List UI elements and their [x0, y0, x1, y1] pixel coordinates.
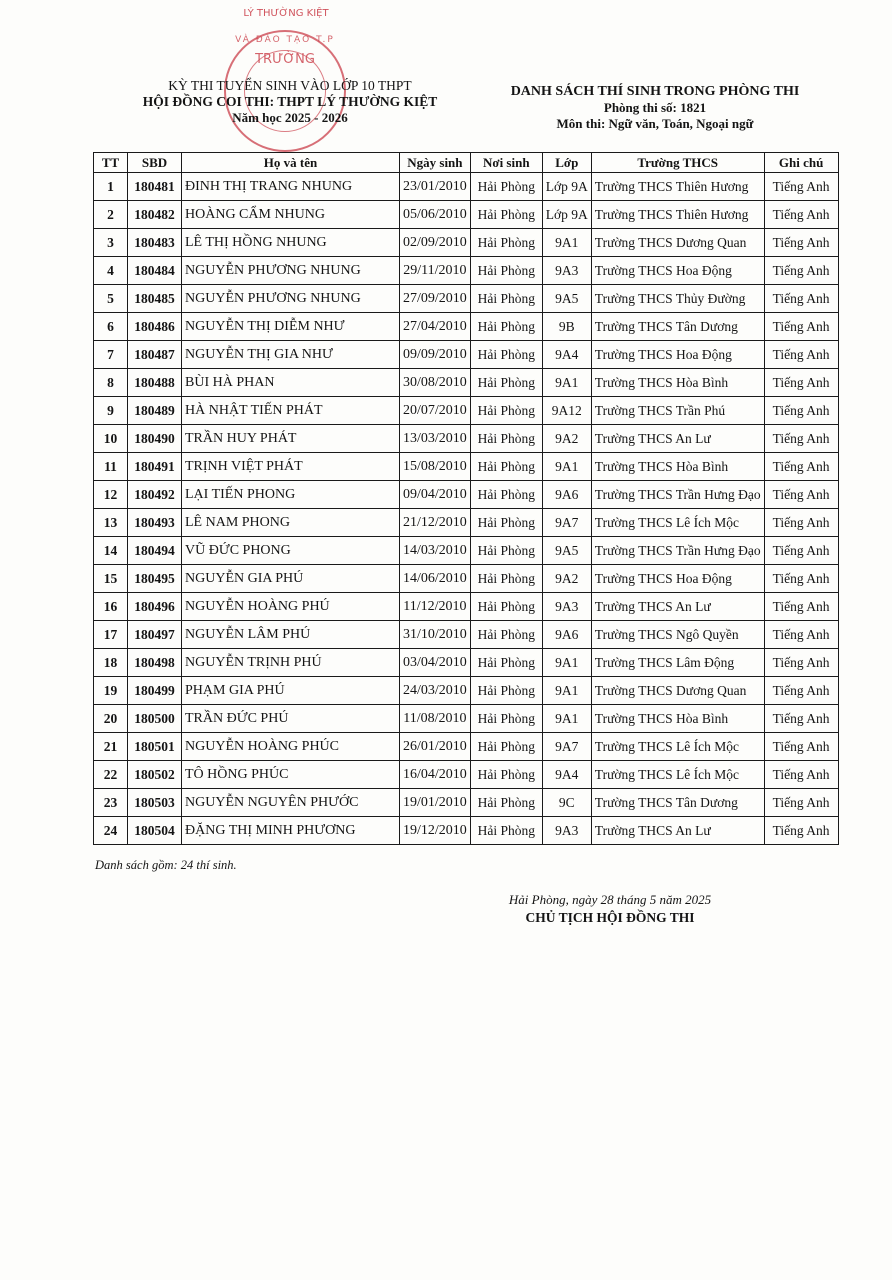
candidate-id-cell: 180499: [128, 677, 182, 705]
candidate-id-cell: 180496: [128, 593, 182, 621]
note-cell: Tiếng Anh: [764, 593, 838, 621]
candidate-name-cell: NGUYỄN PHƯƠNG NHUNG: [182, 257, 400, 285]
date-of-birth-cell: 11/08/2010: [400, 705, 471, 733]
middle-school-cell: Trường THCS Lê Ích Mộc: [591, 509, 764, 537]
table-row: [94, 761, 839, 789]
note-cell: Tiếng Anh: [764, 257, 838, 285]
date-of-birth-cell: 31/10/2010: [400, 621, 471, 649]
note-cell: Tiếng Anh: [764, 285, 838, 313]
note-cell: Tiếng Anh: [764, 481, 838, 509]
middle-school-cell: Trường THCS Thiên Hương: [591, 173, 764, 201]
row-number-cell: 13: [94, 509, 128, 537]
candidate-name-cell: TÔ HỒNG PHÚC: [182, 761, 400, 789]
candidate-id-cell: 180488: [128, 369, 182, 397]
date-of-birth-cell: 16/04/2010: [400, 761, 471, 789]
candidate-id-cell: 180491: [128, 453, 182, 481]
middle-school-cell: Trường THCS An Lư: [591, 817, 764, 845]
class-cell: 9A6: [542, 621, 591, 649]
col-header-class: Lớp: [542, 153, 591, 173]
table-row: [94, 537, 839, 565]
candidate-id-cell: 180481: [128, 173, 182, 201]
row-number-cell: 16: [94, 593, 128, 621]
seal-center-text: TRƯỜNG: [255, 52, 315, 67]
birthplace-cell: Hải Phòng: [470, 453, 542, 481]
table-row: [94, 565, 839, 593]
date-of-birth-cell: 14/06/2010: [400, 565, 471, 593]
council-name: HỘI ĐỒNG COI THI: THPT LÝ THƯỜNG KIỆT: [142, 94, 438, 109]
middle-school-cell: Trường THCS Thủy Đường: [591, 285, 764, 313]
table-row: [94, 481, 839, 509]
middle-school-cell: Trường THCS An Lư: [591, 593, 764, 621]
col-header-tt: TT: [94, 153, 128, 173]
birthplace-cell: Hải Phòng: [470, 565, 542, 593]
middle-school-cell: Trường THCS Hoa Động: [591, 565, 764, 593]
date-of-birth-cell: 11/12/2010: [400, 593, 471, 621]
middle-school-cell: Trường THCS Tân Dương: [591, 313, 764, 341]
table-row: [94, 733, 839, 761]
middle-school-cell: Trường THCS Trần Hưng Đạo: [591, 537, 764, 565]
exam-subjects: Môn thi: Ngữ văn, Toán, Ngoại ngữ: [556, 116, 754, 131]
row-number-cell: 12: [94, 481, 128, 509]
row-number-cell: 3: [94, 229, 128, 257]
candidate-id-cell: 180483: [128, 229, 182, 257]
row-number-cell: 22: [94, 761, 128, 789]
candidate-name-cell: NGUYỄN NGUYÊN PHƯỚC: [182, 789, 400, 817]
note-cell: Tiếng Anh: [764, 453, 838, 481]
middle-school-cell: Trường THCS Lâm Động: [591, 649, 764, 677]
class-cell: 9A1: [542, 369, 591, 397]
class-cell: 9A1: [542, 649, 591, 677]
row-number-cell: 6: [94, 313, 128, 341]
row-number-cell: 20: [94, 705, 128, 733]
date-of-birth-cell: 21/12/2010: [400, 509, 471, 537]
note-cell: Tiếng Anh: [764, 565, 838, 593]
class-cell: 9A3: [542, 257, 591, 285]
class-cell: 9A1: [542, 453, 591, 481]
note-cell: Tiếng Anh: [764, 341, 838, 369]
note-cell: Tiếng Anh: [764, 705, 838, 733]
date-of-birth-cell: 15/08/2010: [400, 453, 471, 481]
date-of-birth-cell: 03/04/2010: [400, 649, 471, 677]
middle-school-cell: Trường THCS Dương Quan: [591, 229, 764, 257]
candidate-name-cell: NGUYỄN TRỊNH PHÚ: [182, 649, 400, 677]
row-number-cell: 19: [94, 677, 128, 705]
birthplace-cell: Hải Phòng: [470, 789, 542, 817]
table-row: [94, 453, 839, 481]
candidate-id-cell: 180482: [128, 201, 182, 229]
candidate-name-cell: NGUYỄN GIA PHÚ: [182, 565, 400, 593]
candidate-name-cell: LÊ NAM PHONG: [182, 509, 400, 537]
row-number-cell: 11: [94, 453, 128, 481]
class-cell: 9A7: [542, 733, 591, 761]
middle-school-cell: Trường THCS Dương Quan: [591, 677, 764, 705]
date-of-birth-cell: 19/12/2010: [400, 817, 471, 845]
birthplace-cell: Hải Phòng: [470, 593, 542, 621]
birthplace-cell: Hải Phòng: [470, 425, 542, 453]
middle-school-cell: Trường THCS Hoa Động: [591, 341, 764, 369]
place-and-date: Hải Phòng, ngày 28 tháng 5 năm 2025: [508, 892, 712, 907]
candidate-id-cell: 180490: [128, 425, 182, 453]
candidate-id-cell: 180503: [128, 789, 182, 817]
birthplace-cell: Hải Phòng: [470, 481, 542, 509]
birthplace-cell: Hải Phòng: [470, 173, 542, 201]
birthplace-cell: Hải Phòng: [470, 705, 542, 733]
class-cell: 9A3: [542, 593, 591, 621]
birthplace-cell: Hải Phòng: [470, 537, 542, 565]
candidate-name-cell: BÙI HÀ PHAN: [182, 369, 400, 397]
row-number-cell: 24: [94, 817, 128, 845]
class-cell: 9A1: [542, 229, 591, 257]
candidate-name-cell: NGUYỄN HOÀNG PHÚC: [182, 733, 400, 761]
row-number-cell: 8: [94, 369, 128, 397]
note-cell: Tiếng Anh: [764, 201, 838, 229]
candidate-name-cell: LÊ THỊ HỒNG NHUNG: [182, 229, 400, 257]
table-row: [94, 341, 839, 369]
note-cell: Tiếng Anh: [764, 649, 838, 677]
row-number-cell: 4: [94, 257, 128, 285]
candidate-id-cell: 180486: [128, 313, 182, 341]
candidate-name-cell: NGUYỄN HOÀNG PHÚ: [182, 593, 400, 621]
note-cell: Tiếng Anh: [764, 229, 838, 257]
candidate-id-cell: 180500: [128, 705, 182, 733]
note-cell: Tiếng Anh: [764, 817, 838, 845]
col-header-sbd: SBD: [128, 153, 182, 173]
birthplace-cell: Hải Phòng: [470, 257, 542, 285]
candidate-id-cell: 180484: [128, 257, 182, 285]
signer-title: CHỦ TỊCH HỘI ĐỒNG THI: [525, 910, 695, 925]
row-number-cell: 18: [94, 649, 128, 677]
class-cell: 9A6: [542, 481, 591, 509]
date-of-birth-cell: 27/09/2010: [400, 285, 471, 313]
birthplace-cell: Hải Phòng: [470, 817, 542, 845]
row-number-cell: 7: [94, 341, 128, 369]
birthplace-cell: Hải Phòng: [470, 341, 542, 369]
birthplace-cell: Hải Phòng: [470, 677, 542, 705]
col-header-name: Họ và tên: [182, 153, 400, 173]
class-cell: 9A2: [542, 565, 591, 593]
date-of-birth-cell: 19/01/2010: [400, 789, 471, 817]
col-header-birthplace: Nơi sinh: [470, 153, 542, 173]
note-cell: Tiếng Anh: [764, 537, 838, 565]
candidate-name-cell: PHẠM GIA PHÚ: [182, 677, 400, 705]
birthplace-cell: Hải Phòng: [470, 733, 542, 761]
note-cell: Tiếng Anh: [764, 677, 838, 705]
candidate-id-cell: 180502: [128, 761, 182, 789]
seal-ring-text: VÀ ĐÀO TẠO T.P: [235, 35, 335, 45]
table-row: [94, 649, 839, 677]
date-of-birth-cell: 13/03/2010: [400, 425, 471, 453]
table-row: [94, 705, 839, 733]
candidate-id-cell: 180498: [128, 649, 182, 677]
seal-sub-text: LÝ THƯỜNG KIỆT: [243, 8, 329, 19]
birthplace-cell: Hải Phòng: [470, 229, 542, 257]
candidate-name-cell: NGUYỄN THỊ GIA NHƯ: [182, 341, 400, 369]
table-body: [94, 173, 839, 845]
candidate-name-cell: HOÀNG CẨM NHUNG: [182, 201, 400, 229]
birthplace-cell: Hải Phòng: [470, 285, 542, 313]
note-cell: Tiếng Anh: [764, 621, 838, 649]
middle-school-cell: Trường THCS Lê Ích Mộc: [591, 761, 764, 789]
middle-school-cell: Trường THCS Thiên Hương: [591, 201, 764, 229]
col-header-note: Ghi chú: [764, 153, 838, 173]
birthplace-cell: Hải Phòng: [470, 313, 542, 341]
table-row: [94, 201, 839, 229]
table-row: [94, 257, 839, 285]
class-cell: 9A1: [542, 705, 591, 733]
date-of-birth-cell: 30/08/2010: [400, 369, 471, 397]
candidate-id-cell: 180501: [128, 733, 182, 761]
date-of-birth-cell: 24/03/2010: [400, 677, 471, 705]
col-header-school: Trường THCS: [591, 153, 764, 173]
middle-school-cell: Trường THCS Lê Ích Mộc: [591, 733, 764, 761]
table-row: [94, 313, 839, 341]
class-cell: 9A5: [542, 285, 591, 313]
middle-school-cell: Trường THCS Hoa Động: [591, 257, 764, 285]
col-header-dob: Ngày sinh: [400, 153, 471, 173]
middle-school-cell: Trường THCS Trần Hưng Đạo: [591, 481, 764, 509]
birthplace-cell: Hải Phòng: [470, 761, 542, 789]
row-number-cell: 23: [94, 789, 128, 817]
birthplace-cell: Hải Phòng: [470, 201, 542, 229]
birthplace-cell: Hải Phòng: [470, 621, 542, 649]
table-row: [94, 789, 839, 817]
note-cell: Tiếng Anh: [764, 369, 838, 397]
exam-room: Phòng thi số: 1821: [603, 100, 707, 115]
row-number-cell: 2: [94, 201, 128, 229]
birthplace-cell: Hải Phòng: [470, 649, 542, 677]
candidate-name-cell: NGUYỄN PHƯƠNG NHUNG: [182, 285, 400, 313]
note-cell: Tiếng Anh: [764, 509, 838, 537]
candidate-name-cell: TRẦN HUY PHÁT: [182, 425, 400, 453]
candidate-id-cell: 180504: [128, 817, 182, 845]
table-row: [94, 425, 839, 453]
middle-school-cell: Trường THCS Ngô Quyền: [591, 621, 764, 649]
row-number-cell: 1: [94, 173, 128, 201]
class-cell: 9A7: [542, 509, 591, 537]
row-number-cell: 17: [94, 621, 128, 649]
date-of-birth-cell: 29/11/2010: [400, 257, 471, 285]
note-cell: Tiếng Anh: [764, 789, 838, 817]
exam-council-header: [120, 78, 460, 126]
class-cell: Lớp 9A: [542, 201, 591, 229]
candidate-id-cell: 180485: [128, 285, 182, 313]
date-of-birth-cell: 09/09/2010: [400, 341, 471, 369]
class-cell: 9A4: [542, 761, 591, 789]
row-number-cell: 21: [94, 733, 128, 761]
middle-school-cell: Trường THCS An Lư: [591, 425, 764, 453]
class-cell: 9B: [542, 313, 591, 341]
table-row: [94, 173, 839, 201]
date-of-birth-cell: 20/07/2010: [400, 397, 471, 425]
row-number-cell: 14: [94, 537, 128, 565]
candidate-name-cell: VŨ ĐỨC PHONG: [182, 537, 400, 565]
table-row: [94, 229, 839, 257]
note-cell: Tiếng Anh: [764, 173, 838, 201]
class-cell: 9A2: [542, 425, 591, 453]
class-cell: 9A5: [542, 537, 591, 565]
note-cell: Tiếng Anh: [764, 397, 838, 425]
candidate-id-cell: 180492: [128, 481, 182, 509]
row-number-cell: 15: [94, 565, 128, 593]
candidate-name-cell: TRỊNH VIỆT PHÁT: [182, 453, 400, 481]
birthplace-cell: Hải Phòng: [470, 369, 542, 397]
candidate-count-summary: Danh sách gồm: 24 thí sinh.: [95, 858, 237, 872]
class-cell: Lớp 9A: [542, 173, 591, 201]
candidate-id-cell: 180487: [128, 341, 182, 369]
middle-school-cell: Trường THCS Trần Phú: [591, 397, 764, 425]
class-cell: 9A4: [542, 341, 591, 369]
date-of-birth-cell: 09/04/2010: [400, 481, 471, 509]
class-cell: 9A12: [542, 397, 591, 425]
row-number-cell: 5: [94, 285, 128, 313]
document-title: DANH SÁCH THÍ SINH TRONG PHÒNG THI: [510, 84, 800, 99]
candidate-name-cell: NGUYỄN THỊ DIỄM NHƯ: [182, 313, 400, 341]
document-title-block: [480, 84, 830, 132]
date-of-birth-cell: 02/09/2010: [400, 229, 471, 257]
date-of-birth-cell: 26/01/2010: [400, 733, 471, 761]
note-cell: Tiếng Anh: [764, 425, 838, 453]
table-row: [94, 397, 839, 425]
date-of-birth-cell: 27/04/2010: [400, 313, 471, 341]
candidate-name-cell: LẠI TIẾN PHONG: [182, 481, 400, 509]
class-cell: 9C: [542, 789, 591, 817]
table-row: [94, 285, 839, 313]
note-cell: Tiếng Anh: [764, 761, 838, 789]
class-cell: 9A3: [542, 817, 591, 845]
table-row: [94, 677, 839, 705]
candidate-id-cell: 180495: [128, 565, 182, 593]
middle-school-cell: Trường THCS Hòa Bình: [591, 453, 764, 481]
candidate-id-cell: 180497: [128, 621, 182, 649]
table-row: [94, 509, 839, 537]
candidate-table: [93, 152, 839, 845]
birthplace-cell: Hải Phòng: [470, 509, 542, 537]
class-cell: 9A1: [542, 677, 591, 705]
candidate-name-cell: NGUYỄN LÂM PHÚ: [182, 621, 400, 649]
table-row: [94, 621, 839, 649]
candidate-name-cell: TRẦN ĐỨC PHÚ: [182, 705, 400, 733]
table-row: [94, 369, 839, 397]
table-header-row: [94, 153, 839, 173]
candidate-name-cell: ĐINH THỊ TRANG NHUNG: [182, 173, 400, 201]
date-of-birth-cell: 23/01/2010: [400, 173, 471, 201]
date-of-birth-cell: 14/03/2010: [400, 537, 471, 565]
middle-school-cell: Trường THCS Hòa Bình: [591, 369, 764, 397]
note-cell: Tiếng Anh: [764, 733, 838, 761]
date-of-birth-cell: 05/06/2010: [400, 201, 471, 229]
row-number-cell: 10: [94, 425, 128, 453]
candidate-name-cell: ĐẶNG THỊ MINH PHƯƠNG: [182, 817, 400, 845]
middle-school-cell: Trường THCS Tân Dương: [591, 789, 764, 817]
middle-school-cell: Trường THCS Hòa Bình: [591, 705, 764, 733]
candidate-id-cell: 180489: [128, 397, 182, 425]
birthplace-cell: Hải Phòng: [470, 397, 542, 425]
school-year: Năm học 2025 - 2026: [232, 110, 348, 125]
row-number-cell: 9: [94, 397, 128, 425]
candidate-name-cell: HÀ NHẬT TIẾN PHÁT: [182, 397, 400, 425]
note-cell: Tiếng Anh: [764, 313, 838, 341]
candidate-id-cell: 180493: [128, 509, 182, 537]
exam-title: KỲ THI TUYỂN SINH VÀO LỚP 10 THPT: [168, 78, 412, 93]
candidate-id-cell: 180494: [128, 537, 182, 565]
table-row: [94, 817, 839, 845]
table-row: [94, 593, 839, 621]
